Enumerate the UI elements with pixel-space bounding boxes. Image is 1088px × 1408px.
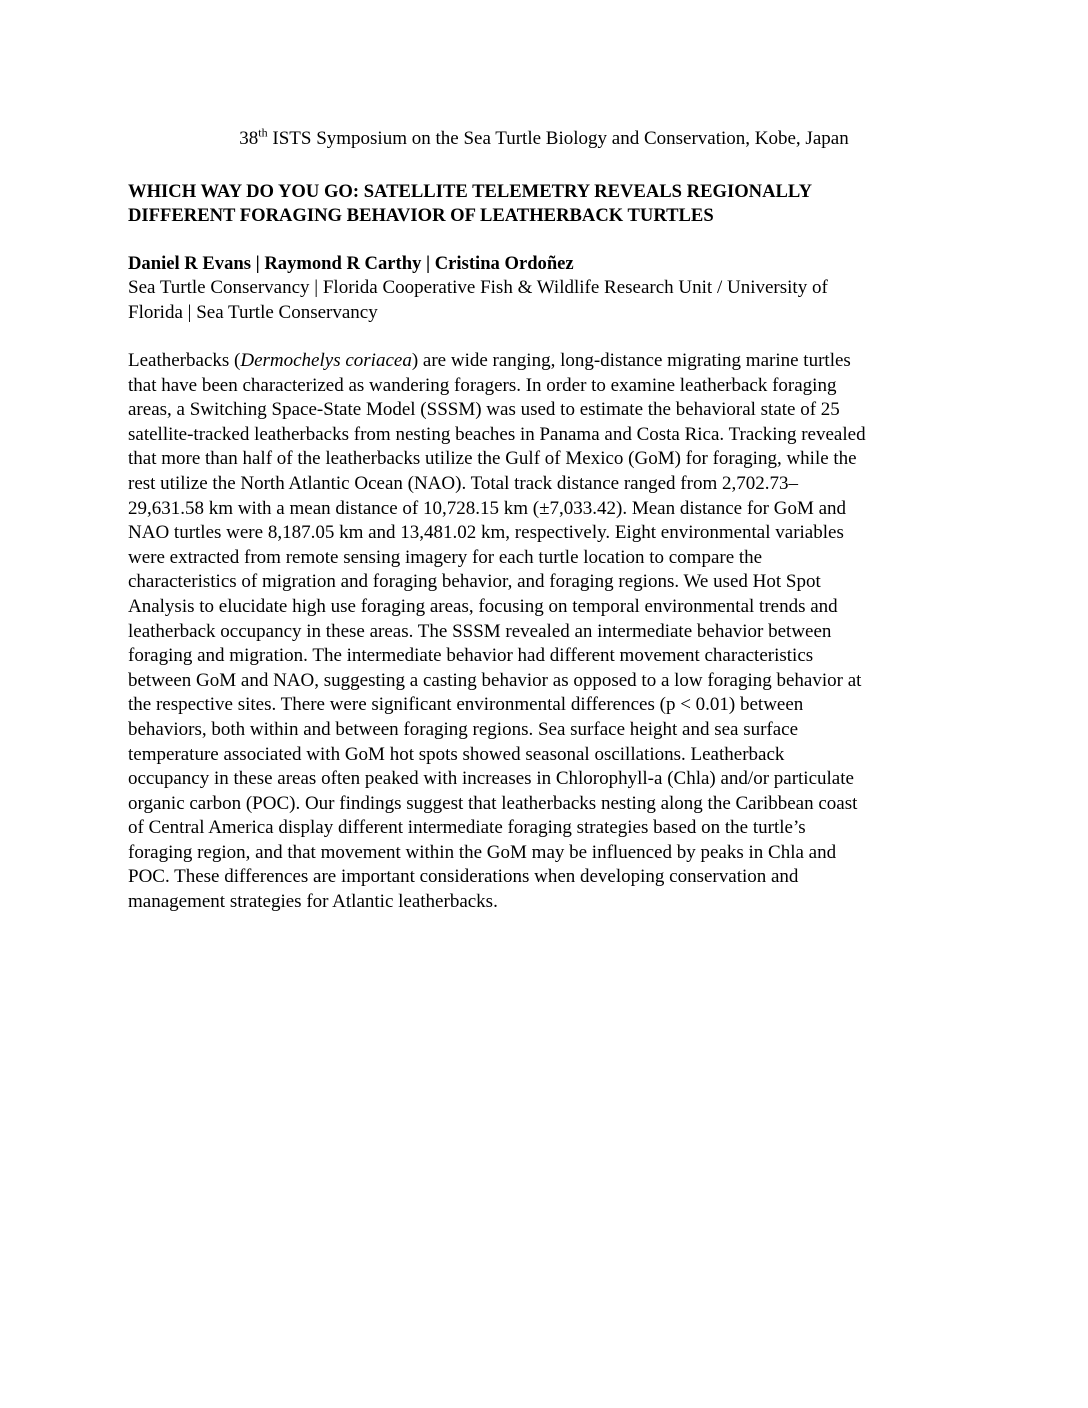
abstract-line: leatherback occupancy in these areas. The SSSM revealed an intermediate behavior between [128,620,832,642]
abstract-line: areas, a Switching Space-State Model (SSSM) was used to estimate the behavioral state of 25 [128,399,840,421]
conference-name: ISTS Symposium on the Sea Turtle Biology and Conservation, Kobe, Japan [267,128,849,149]
abstract-intro-rest: ) are wide ranging, long-distance migrating marine turtles [411,350,851,371]
abstract-line: satellite-tracked leatherbacks from nesting beaches in Panama and Costa Rica. Tracking revealed [128,423,866,445]
abstract-line: Analysis to elucidate high use foraging areas, focusing on temporal environmental trends and [128,595,838,617]
abstract-line: foraging region, and that movement within the GoM may be influenced by peaks in Chla and [128,841,837,863]
abstract-line: 29,631.58 km with a mean distance of 10,728.15 km (±7,033.42). Mean distance for GoM and [128,497,847,519]
author-list: Daniel R Evans | Raymond R Carthy | Cristina Ordoñez [128,253,574,274]
affiliation-line: Florida | Sea Turtle Conservancy [128,301,378,323]
abstract-line: behaviors, both within and between foraging regions. Sea surface height and sea surface [128,718,799,740]
abstract-line: the respective sites. There were significant environmental differences (p < 0.01) between [128,694,804,716]
species-name: Dermochelys coriacea [240,350,412,371]
abstract-title [128,180,958,228]
abstract-line: that more than half of the leatherbacks utilize the Gulf of Mexico (GoM) for foraging, while the [128,448,857,470]
abstract-line: NAO turtles were 8,187.05 km and 13,481.02 km, respectively. Eight environmental variables [128,522,844,544]
abstract-line [128,349,958,374]
abstract-line: temperature associated with GoM hot spots showed seasonal oscillations. Leatherback [128,743,785,765]
affiliation-line: Sea Turtle Conservancy | Florida Cooperative Fish & Wildlife Research Unit / University of [128,277,828,298]
abstract-line: POC. These differences are important considerations when developing conservation and [128,866,799,888]
title-line: DIFFERENT FORAGING BEHAVIOR OF LEATHERBACK TURTLES [128,205,714,226]
abstract-line: occupancy in these areas often peaked with increases in Chlorophyll-a (Chla) and/or particulate [128,768,854,790]
conference-header [0,126,1088,152]
abstract-line: management strategies for Atlantic leatherbacks. [128,891,498,913]
abstract-line: of Central America display different intermediate foraging strategies based on the turtle’s [128,817,806,839]
abstract-line: organic carbon (POC). Our findings suggest that leatherbacks nesting along the Caribbean coast [128,792,858,814]
title-line: WHICH WAY DO YOU GO: SATELLITE TELEMETRY REVEALS REGIONALLY [128,181,813,202]
abstract-line: that have been characterized as wandering foragers. In order to examine leatherback foraging [128,374,837,396]
affiliation-list [128,276,958,325]
abstract-line: were extracted from remote sensing imagery for each turtle location to compare the [128,546,763,568]
abstract-line: rest utilize the North Atlantic Ocean (NAO). Total track distance ranged from 2,702.73– [128,472,798,494]
abstract-line: foraging and migration. The intermediate behavior had different movement characteristics [128,645,814,667]
abstract-line: between GoM and NAO, suggesting a casting behavior as opposed to a low foraging behavior at [128,669,862,691]
abstract-body [128,349,958,915]
conference-ordinal: 38 [239,128,259,149]
abstract-intro: Leatherbacks ( [128,350,241,371]
conference-ordinal-suffix: th [258,125,268,140]
abstract-line: characteristics of migration and foraging behavior, and foraging regions. We used Hot Spot [128,571,821,593]
